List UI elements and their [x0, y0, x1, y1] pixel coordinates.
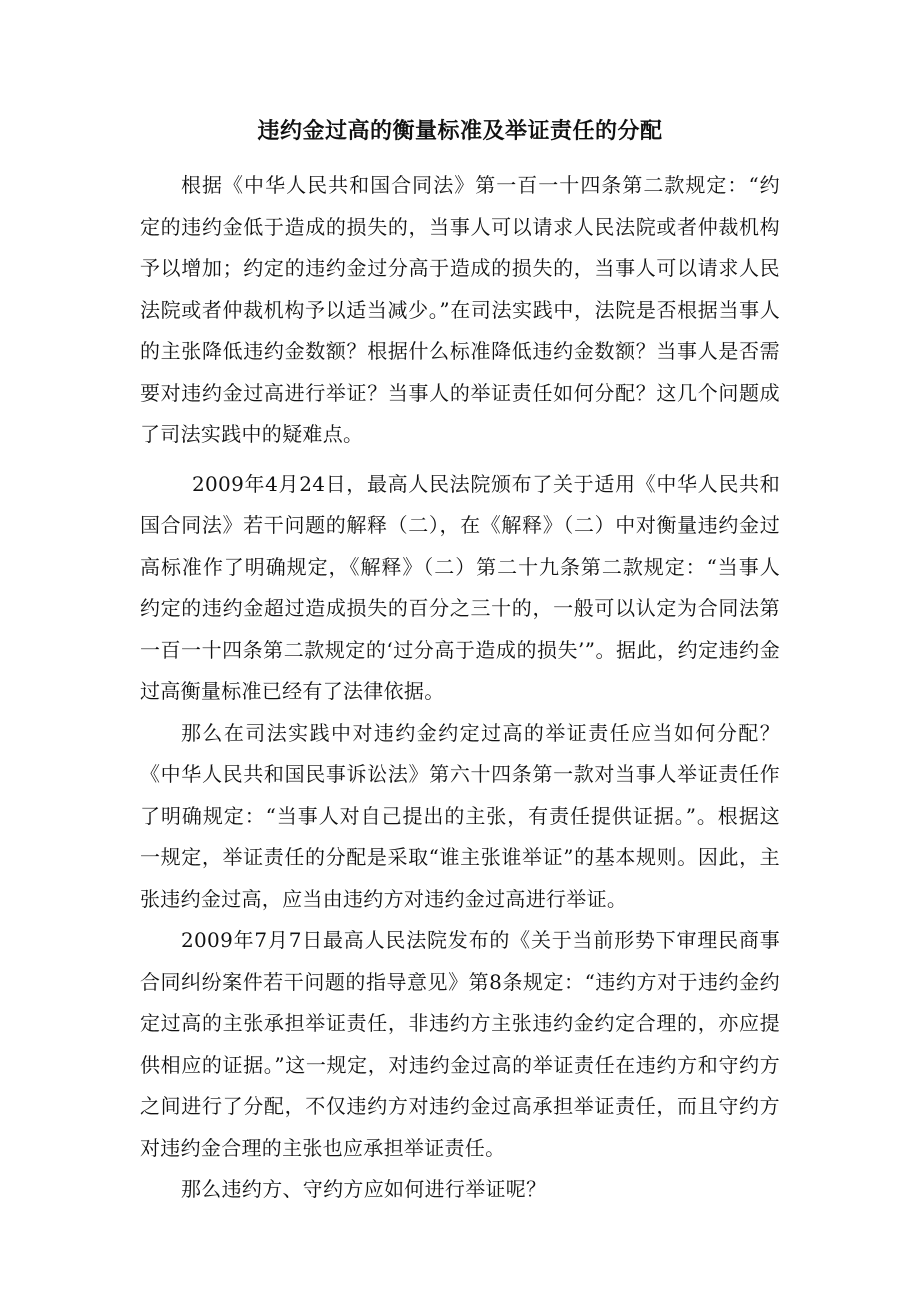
document-body: [140, 165, 780, 1211]
document-title: 违约金过高的衡量标准及举证责任的分配: [257, 119, 663, 144]
paragraph-2: 2009年4月24日，最高人民法院颁布了关于适用《中华人民共和国合同法》若干问题的解释（二），在《解释》（二）中对衡量违约金过高标准作了明确规定，《解释》（二）第二十九条第二款规定：“当事人约定的违约金超过造成损失的百分之三十的，一般可以认定为合同法第一百一十四条第二款规定的‘过分高于造成的损失’”。据此，约定违约金过高衡量标准已经有了法律依据。: [140, 471, 780, 703]
paragraph-4: 2009年7月7日最高人民法院发布的《关于当前形势下审理民商事合同纠纷案件若干问题的指导意见》第8条规定：“违约方对于违约金约定过高的主张承担举证责任，非违约方主张违约金约定合理的，亦应提供相应的证据。”这一规定，对违约金过高的举证责任在违约方和守约方之间进行了分配，不仅违约方对违约金过高承担举证责任，而且守约方对违约金合理的主张也应承担举证责任。: [140, 928, 780, 1160]
paragraph-3: 那么在司法实践中对违约金约定过高的举证责任应当如何分配？《中华人民共和国民事诉讼法》第六十四条第一款对当事人举证责任作了明确规定：“当事人对自己提出的主张，有责任提供证据。”。根据这一规定，举证责任的分配是采取“谁主张谁举证”的基本规则。因此，主张违约金过高，应当由违约方对违约金过高进行举证。: [140, 720, 780, 911]
paragraph-1: 根据《中华人民共和国合同法》第一百一十四条第二款规定：“约定的违约金低于造成的损失的，当事人可以请求人民法院或者仲裁机构予以增加；约定的违约金过分高于造成的损失的，当事人可以请求人民法院或者仲裁机构予以适当减少。”在司法实践中，法院是否根据当事人的主张降低违约金数额？根据什么标准降低违约金数额？当事人是否需要对违约金过高进行举证？当事人的举证责任如何分配？这几个问题成了司法实践中的疑难点。: [140, 173, 780, 446]
paragraph-5: 那么违约方、守约方应如何进行举证呢？: [181, 1177, 547, 1201]
